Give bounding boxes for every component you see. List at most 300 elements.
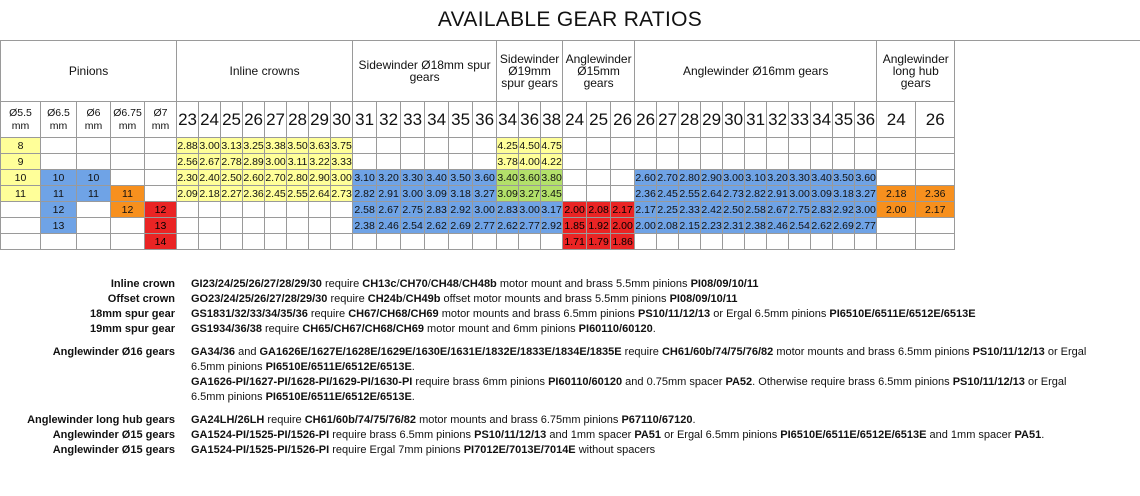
table-row <box>1 234 955 250</box>
pinion-cell <box>1 202 41 218</box>
ratio-cell: 2.00 <box>612 219 633 232</box>
ratio-cell: 3.33 <box>331 155 352 168</box>
gear-teeth-header: 38 <box>541 102 563 138</box>
ratio-cell: 3.78 <box>497 155 518 168</box>
ratio-cell <box>679 234 701 250</box>
ratio-cell <box>723 138 745 154</box>
ratio-cell: 3.00 <box>723 171 744 184</box>
ratio-cell: 3.00 <box>265 155 286 168</box>
ratio-cell: 2.27 <box>221 187 242 200</box>
note-fragment: require brass 6mm pinions <box>412 376 549 388</box>
ratio-cell <box>611 138 635 154</box>
ratio-cell <box>353 154 377 170</box>
ratio-cell: 3.40 <box>426 171 447 184</box>
part-code: CH48b <box>461 278 497 290</box>
ratio-cell <box>199 234 221 250</box>
part-code: PA51 <box>1014 429 1042 441</box>
note-fragment: motor mount and brass 5.5mm pinions <box>496 278 691 290</box>
table-row <box>1 154 955 170</box>
part-code: PA51 <box>634 429 662 441</box>
ratio-cell: 2.00 <box>635 219 656 232</box>
gear-teeth-header: 32 <box>377 102 401 138</box>
ratio-rows <box>1 138 955 250</box>
ratio-cell: 1.86 <box>612 235 633 248</box>
note-text <box>191 443 1091 458</box>
size-header-row <box>1 102 955 138</box>
gear-teeth-header: 28 <box>287 102 309 138</box>
ratio-cell <box>265 234 287 250</box>
ratio-cell: 2.91 <box>767 187 788 200</box>
ratio-cell: 3.50 <box>833 171 854 184</box>
ratio-cell: 2.80 <box>287 171 308 184</box>
note-text <box>191 413 1091 428</box>
ratio-cell: 3.00 <box>331 171 352 184</box>
ratio-cell <box>611 186 635 202</box>
gear-teeth-header: 35 <box>833 102 855 138</box>
ratio-cell: 2.90 <box>701 171 722 184</box>
ratio-cell: 3.00 <box>789 187 810 200</box>
ratio-cell: 2.36 <box>635 187 656 200</box>
note-fragment: require <box>264 414 305 426</box>
ratio-cell: 3.25 <box>243 139 264 152</box>
ratio-cell: 3.80 <box>541 171 562 184</box>
ratio-cell: 3.38 <box>265 139 286 152</box>
ratio-cell <box>425 234 449 250</box>
ratio-cell: 2.88 <box>177 139 198 152</box>
gear-teeth-header: 31 <box>745 102 767 138</box>
ratio-cell: 2.55 <box>287 187 308 200</box>
ratio-cell <box>833 234 855 250</box>
part-code: PI6510E/6511E/6512E/6513E <box>265 361 412 373</box>
ratio-cell <box>377 234 401 250</box>
ratio-cell: 2.70 <box>265 171 286 184</box>
ratio-cell <box>657 138 679 154</box>
ratio-cell: 2.50 <box>221 171 242 184</box>
ratio-cell <box>331 218 353 234</box>
ratio-cell: 2.45 <box>657 187 678 200</box>
ratio-cell: 2.18 <box>199 187 220 200</box>
ratio-cell <box>473 234 497 250</box>
ratio-cell <box>287 218 309 234</box>
ratio-cell: 3.00 <box>199 139 220 152</box>
ratio-cell <box>811 234 833 250</box>
ratio-cell <box>309 218 331 234</box>
note-fragment: / <box>402 293 406 305</box>
note-row <box>0 428 1140 443</box>
ratio-cell: 2.67 <box>767 203 788 216</box>
gear-teeth-header: 33 <box>789 102 811 138</box>
ratio-cell <box>877 234 916 250</box>
note-text <box>191 277 1091 292</box>
gear-teeth-header: 26 <box>611 102 635 138</box>
pinion-cell <box>145 186 177 202</box>
ratio-cell: 2.56 <box>177 155 198 168</box>
ratio-cell <box>425 154 449 170</box>
gear-teeth-header: 25 <box>221 102 243 138</box>
ratio-cell: 2.73 <box>723 187 744 200</box>
pinion-cell <box>111 170 145 186</box>
note-fragment: and 0.75mm spacer <box>622 376 726 388</box>
part-code: GA1524-PI/1525-PI/1526-PI <box>191 429 330 441</box>
ratio-cell: 2.25 <box>657 203 678 216</box>
gear-teeth-header: 36 <box>519 102 541 138</box>
ratio-cell <box>635 138 657 154</box>
note-fragment: motor mounts and brass 6.5mm pinions <box>773 346 973 358</box>
ratio-cell <box>587 186 611 202</box>
part-code: CH24b <box>367 293 403 305</box>
ratio-cell: 3.60 <box>474 171 495 184</box>
ratio-cell <box>679 154 701 170</box>
ratio-cell <box>767 234 789 250</box>
group-header-row <box>1 41 955 102</box>
ratio-cell <box>377 154 401 170</box>
pinion-size-header: Ø7 mm <box>145 102 177 138</box>
ratio-cell: 2.46 <box>767 219 788 232</box>
part-code: GI23/24/25/26/27/28/29/30 <box>191 278 322 290</box>
part-code: GA1626-PI/1627-PI/1628-PI/1629-PI/1630-PI <box>191 376 413 388</box>
ratio-cell <box>287 234 309 250</box>
ratio-cell <box>855 234 877 250</box>
ratio-cell: 3.18 <box>833 187 854 200</box>
note-fragment: require brass 6.5mm pinions <box>329 429 475 441</box>
pinion-cell <box>1 218 41 234</box>
note-fragment: require <box>307 308 349 320</box>
gear-teeth-header: 25 <box>587 102 611 138</box>
part-code: PI60110/60120 <box>548 376 623 388</box>
ratio-cell: 2.60 <box>243 171 264 184</box>
ratio-cell: 2.60 <box>635 171 656 184</box>
pinion-cell: 11 <box>41 186 77 202</box>
table-row <box>1 138 955 154</box>
ratio-cell: 2.50 <box>723 203 744 216</box>
gear-teeth-header: 34 <box>497 102 519 138</box>
part-code: PI60110/60120 <box>578 323 653 335</box>
pinion-cell <box>145 170 177 186</box>
gear-teeth-header: 27 <box>657 102 679 138</box>
ratio-cell <box>723 154 745 170</box>
ratio-cell: 2.92 <box>833 203 854 216</box>
part-code: CH13c <box>362 278 397 290</box>
pinion-cell <box>111 138 145 154</box>
ratio-cell <box>425 138 449 154</box>
part-code: GA1626E/1627E/1628E/1629E/1630E/1631E/1832E/1833E/1834E/1835E <box>259 346 622 358</box>
ratio-cell <box>519 234 541 250</box>
ratio-cell: 2.45 <box>265 187 286 200</box>
note-text <box>191 345 1091 375</box>
ratio-cell: 4.22 <box>541 155 562 168</box>
gear-teeth-header: 30 <box>331 102 353 138</box>
gear-teeth-header: 30 <box>723 102 745 138</box>
ratio-cell: 3.20 <box>378 171 399 184</box>
note-fragment: motor mounts and brass 6.75mm pinions <box>416 414 622 426</box>
note-label: 19mm spur gear <box>90 323 175 335</box>
group-header: Sidewinder Ø19mm spur gears <box>497 41 563 102</box>
ratio-cell: 2.77 <box>519 219 540 232</box>
ratio-cell <box>833 154 855 170</box>
ratio-cell: 2.36 <box>916 186 955 202</box>
note-fragment: and 1mm spacer <box>546 429 635 441</box>
ratio-cell: 4.25 <box>497 139 518 152</box>
ratio-cell: 3.00 <box>855 203 876 216</box>
ratio-cell <box>789 154 811 170</box>
ratio-cell: 3.17 <box>541 203 562 216</box>
ratio-cell <box>243 202 265 218</box>
ratio-cell: 2.62 <box>811 219 832 232</box>
ratio-cell <box>563 138 587 154</box>
ratio-cell <box>916 234 955 250</box>
ratio-cell <box>243 218 265 234</box>
pinion-cell <box>111 154 145 170</box>
ratio-cell: 4.50 <box>519 139 540 152</box>
ratio-cell: 2.90 <box>309 171 330 184</box>
ratio-cell <box>587 138 611 154</box>
ratio-cell <box>401 138 425 154</box>
note-label: 18mm spur gear <box>90 308 175 320</box>
pinion-cell <box>77 154 111 170</box>
ratio-cell <box>199 218 221 234</box>
table-row <box>1 170 955 186</box>
ratio-cell <box>767 154 789 170</box>
ratio-cell <box>723 234 745 250</box>
part-code: CH49b <box>405 293 441 305</box>
ratio-cell: 2.75 <box>789 203 810 216</box>
ratio-cell <box>353 234 377 250</box>
pinion-size-header: Ø5.5 mm <box>1 102 41 138</box>
gear-teeth-header: 31 <box>353 102 377 138</box>
ratio-cell: 1.79 <box>588 235 609 248</box>
note-fragment: . <box>411 361 415 373</box>
ratio-cell: 2.77 <box>855 219 876 232</box>
ratio-cell: 3.27 <box>855 187 876 200</box>
ratio-cell: 2.15 <box>679 219 700 232</box>
ratio-cell: 3.00 <box>519 203 540 216</box>
note-fragment: or Ergal 6.5mm pinions <box>661 429 781 441</box>
part-code: PS10/11/12/13 <box>637 308 711 320</box>
ratio-cell <box>265 202 287 218</box>
ratio-cell <box>177 202 199 218</box>
pinion-cell: 11 <box>77 186 111 202</box>
ratio-cell <box>473 154 497 170</box>
ratio-cell <box>221 234 243 250</box>
ratio-cell: 2.36 <box>243 187 264 200</box>
part-code: P67110/67120 <box>621 414 693 426</box>
ratio-cell <box>449 154 473 170</box>
ratio-cell <box>331 202 353 218</box>
ratio-cell <box>701 154 723 170</box>
pinion-cell: 14 <box>145 234 177 250</box>
gear-teeth-header: 26 <box>635 102 657 138</box>
note-text <box>191 292 1091 307</box>
gear-teeth-header: 34 <box>811 102 833 138</box>
ratio-cell <box>745 138 767 154</box>
ratio-cell <box>611 170 635 186</box>
ratio-cell <box>243 234 265 250</box>
ratio-cell <box>449 138 473 154</box>
ratio-cell <box>497 234 519 250</box>
group-header: Anglewinder Ø16mm gears <box>635 41 877 102</box>
note-fragment: / <box>396 278 400 290</box>
part-code: PI6510E/6511E/6512E/6513E <box>829 308 976 320</box>
ratio-cell: 3.20 <box>767 171 788 184</box>
ratio-cell <box>563 170 587 186</box>
part-code: GO23/24/25/26/27/28/29/30 <box>191 293 328 305</box>
ratio-cell <box>916 154 955 170</box>
ratio-cell: 2.17 <box>635 203 656 216</box>
ratio-cell: 2.33 <box>679 203 700 216</box>
pinion-cell: 12 <box>111 202 145 218</box>
ratio-cell <box>309 234 331 250</box>
ratio-cell <box>541 234 563 250</box>
note-text <box>191 375 1091 405</box>
part-code: CH65/CH67/CH68/CH69 <box>302 323 424 335</box>
pinion-cell <box>1 234 41 250</box>
pinion-cell <box>77 234 111 250</box>
ratio-cell: 2.00 <box>564 203 585 216</box>
ratio-cell <box>563 186 587 202</box>
ratio-cell: 4.75 <box>541 139 562 152</box>
ratio-cell: 2.70 <box>657 171 678 184</box>
note-fragment: . <box>411 391 415 403</box>
ratio-cell <box>287 202 309 218</box>
ratio-cell: 2.38 <box>745 219 766 232</box>
part-code: GS1831/32/33/34/35/36 <box>191 308 308 320</box>
note-text <box>191 428 1091 443</box>
pinion-cell: 10 <box>1 170 41 186</box>
ratio-cell <box>745 234 767 250</box>
gear-ratio-table-container <box>0 40 955 250</box>
note-fragment: require Ergal 7mm pinions <box>329 444 464 456</box>
ratio-cell: 3.75 <box>331 139 352 152</box>
pinion-cell: 8 <box>1 138 41 154</box>
note-fragment: require <box>327 293 368 305</box>
note-label: Offset crown <box>107 293 175 305</box>
ratio-cell: 2.75 <box>402 203 423 216</box>
ratio-cell: 2.58 <box>354 203 375 216</box>
ratio-cell: 3.10 <box>745 171 766 184</box>
ratio-cell <box>745 154 767 170</box>
ratio-cell <box>611 154 635 170</box>
ratio-cell: 3.09 <box>426 187 447 200</box>
ratio-cell: 2.00 <box>877 202 916 218</box>
pinion-cell: 11 <box>111 186 145 202</box>
ratio-cell <box>657 154 679 170</box>
pinion-cell <box>111 234 145 250</box>
part-code: GS1934/36/38 <box>191 323 262 335</box>
group-header: Inline crowns <box>177 41 353 102</box>
group-header: Anglewinder long hub gears <box>877 41 955 102</box>
pinion-cell: 12 <box>41 202 77 218</box>
note-row <box>0 413 1140 428</box>
ratio-cell: 2.17 <box>916 202 955 218</box>
ratio-cell: 2.30 <box>177 171 198 184</box>
pinion-cell <box>77 138 111 154</box>
gear-teeth-header: 24 <box>199 102 221 138</box>
note-row <box>0 375 1140 405</box>
ratio-cell <box>855 138 877 154</box>
ratio-cell: 1.92 <box>588 219 609 232</box>
ratio-cell: 3.45 <box>541 187 562 200</box>
ratio-cell: 2.78 <box>221 155 242 168</box>
ratio-cell: 2.92 <box>541 219 562 232</box>
ratio-cell: 1.85 <box>564 219 585 232</box>
ratio-cell: 3.09 <box>811 187 832 200</box>
pinion-cell <box>77 218 111 234</box>
ratio-cell: 1.71 <box>564 235 585 248</box>
note-fragment: require <box>261 323 303 335</box>
ratio-cell: 3.50 <box>450 171 471 184</box>
ratio-cell: 2.23 <box>701 219 722 232</box>
ratio-cell: 3.18 <box>450 187 471 200</box>
ratio-cell: 2.69 <box>833 219 854 232</box>
ratio-cell: 3.13 <box>221 139 242 152</box>
page-title: AVAILABLE GEAR RATIOS <box>0 0 1140 41</box>
ratio-cell: 2.67 <box>378 203 399 216</box>
note-fragment: or Ergal 6.5mm pinions <box>710 308 830 320</box>
pinion-cell: 9 <box>1 154 41 170</box>
compatibility-notes <box>0 277 1140 458</box>
ratio-cell <box>199 202 221 218</box>
pinion-cell <box>145 154 177 170</box>
ratio-cell: 3.30 <box>789 171 810 184</box>
pinion-cell <box>41 234 77 250</box>
pinion-cell: 10 <box>41 170 77 186</box>
note-fragment: motor mounts and brass 6.5mm pinions <box>438 308 638 320</box>
ratio-cell <box>221 218 243 234</box>
note-row <box>0 292 1140 307</box>
ratio-cell: 2.77 <box>474 219 495 232</box>
note-fragment: / <box>458 278 462 290</box>
part-code: CH67/CH68/CH69 <box>348 308 439 320</box>
part-code: PS10/11/12/13 <box>972 346 1045 358</box>
note-fragment: and <box>235 346 260 358</box>
ratio-cell <box>701 234 723 250</box>
note-fragment: require <box>621 346 662 358</box>
ratio-cell <box>679 138 701 154</box>
ratio-cell <box>789 234 811 250</box>
gear-teeth-header: 29 <box>309 102 331 138</box>
gear-ratio-table <box>0 40 955 250</box>
pinion-cell: 12 <box>145 202 177 218</box>
ratio-cell: 3.60 <box>855 171 876 184</box>
ratio-cell <box>587 170 611 186</box>
gear-teeth-header: 24 <box>563 102 587 138</box>
part-code: GA24LH/26LH <box>191 414 265 426</box>
ratio-cell <box>635 234 657 250</box>
gear-teeth-header: 23 <box>177 102 199 138</box>
part-code: PS10/11/12/13 <box>952 376 1025 388</box>
ratio-cell <box>833 138 855 154</box>
pinion-size-header: Ø6 mm <box>77 102 111 138</box>
part-code: PI6510E/6511E/6512E/6513E <box>265 391 412 403</box>
ratio-cell <box>877 138 916 154</box>
gear-teeth-header: 36 <box>855 102 877 138</box>
ratio-cell: 3.40 <box>497 171 518 184</box>
note-fragment: . <box>692 414 696 426</box>
ratio-cell: 2.69 <box>450 219 471 232</box>
ratio-cell: 2.91 <box>378 187 399 200</box>
note-fragment: and 1mm spacer <box>926 429 1015 441</box>
ratio-cell <box>657 234 679 250</box>
ratio-cell <box>916 218 955 234</box>
note-fragment: . <box>652 323 656 335</box>
part-code: PA52 <box>725 376 753 388</box>
note-fragment: . <box>1041 429 1045 441</box>
ratio-cell: 3.63 <box>309 139 330 152</box>
note-row <box>0 443 1140 458</box>
note-fragment: or Ergal 6.5mm pinions <box>191 346 1087 373</box>
part-code: CH48 <box>430 278 459 290</box>
ratio-cell <box>811 154 833 170</box>
